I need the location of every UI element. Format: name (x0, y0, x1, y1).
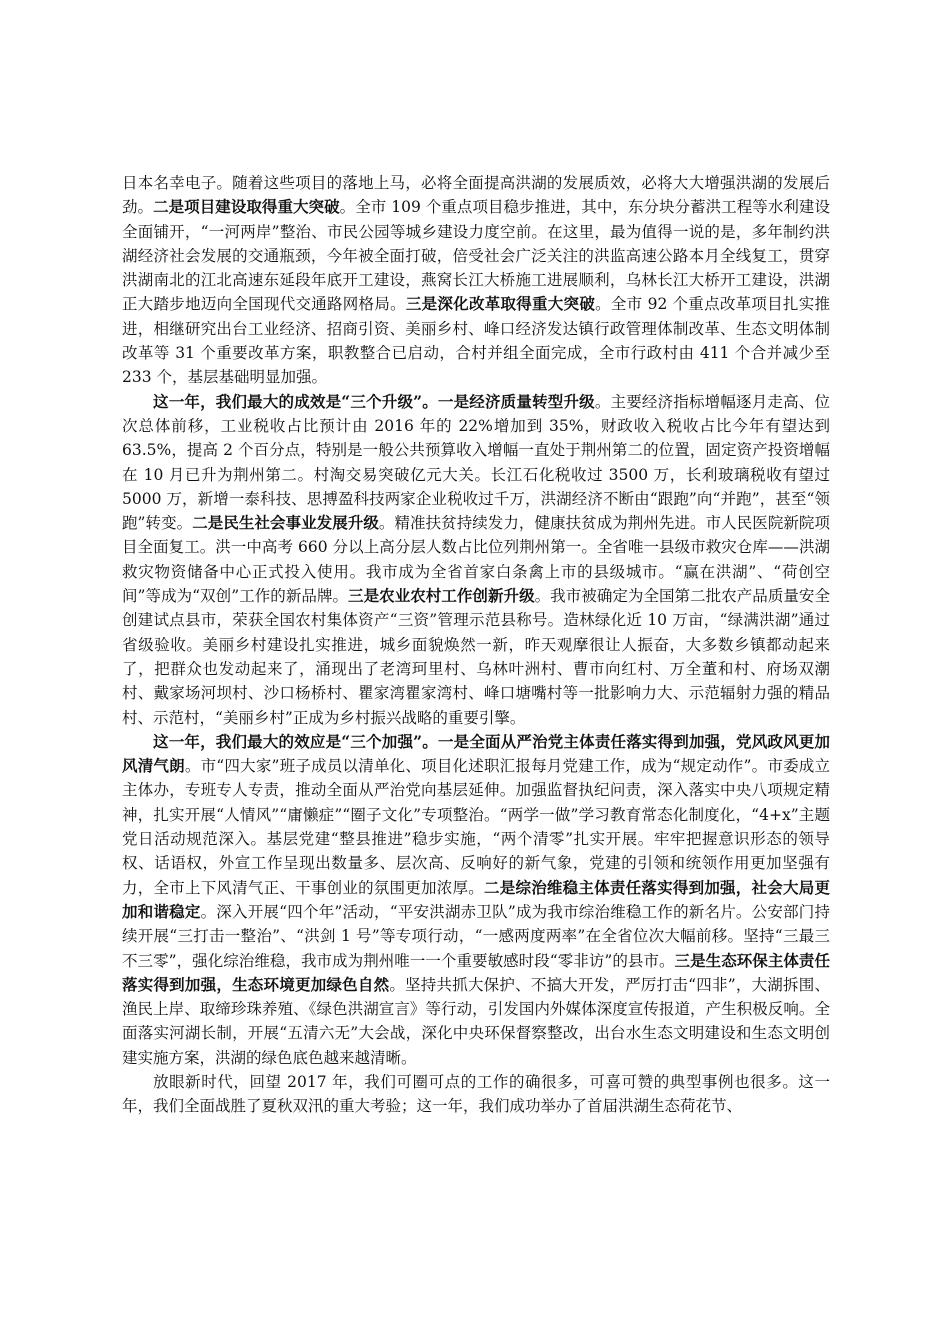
bold-heading-text: 二是民生社会事业发展升级 (192, 513, 379, 533)
body-text: 放眼新时代，回望 2017 年，我们可圈可点的工作的确很多，可喜可赞的典型事例也很多。这一年，我们全面战胜了夏秋双汛的重大考验；这一年，我们成功举办了首届洪湖生态荷花节、 (122, 1072, 830, 1116)
body-text: 。我市被确定为全国第二批农产品质量安全创建试点县市，荣获全国农村集体资产“三资”管理示范县称号。造林绿化近 10 万亩，“绿满洪湖”通过省级验收。美丽乡村建设扎实推进，城乡面貌焕然一新，昨天观摩很让人振奋，大多数乡镇都动起来了，把群众也发动起来了，涌现出了老湾珂里村、乌林叶洲村、曹市向红村、万全董和村、府场双潮村、戴家场河坝村、沙口杨桥村、瞿家湾瞿家湾村、峰口塘嘴村等一批影响力大、示范辐射力强的精品村、示范村，“美丽乡村”正成为乡村振兴战略的重要引擎。 (122, 587, 830, 727)
body-text: 。主要经济指标增幅逐月走高、位次总体前移，工业税收占比预计由 2016 年的 22%增加到 35%，财政收入税收占比今年有望达到 63.5%，提高 2 个百分点，特别是一般公共预算收入增幅一直处于荆州第二的位置，固定资产投资增幅在 10 月已升为荆州第二。村淘交易突破亿元大关。长江石化税收过 3500 万，长利玻璃税收有望过 5000 万，新增一泰科技、思搏盈科技两家企业税收过千万，洪湖经济不断由“跟跑”向“并跑”，甚至“领跑”转变。 (122, 392, 830, 533)
bold-heading-text: 三是深化改革取得重大突破 (405, 294, 596, 314)
body-text: 。全市 92 个重点改革项目扎实推进，相继研究出台工业经济、招商引资、美丽乡村、峰口经济发达镇行政管理体制改革、生态文明体制改革等 31 个重要改革方案，职教整合已启动，合村并组全面完成，全市行政村由 411 个合并减少至 233 个，基层基础明显加强。 (122, 295, 830, 387)
paragraph (122, 730, 830, 1070)
bold-heading-text: 这一年，我们最大的效应是“三个加强”。一是全面从严治党主体责任落实得到加强，党风政风更加风清气朗 (122, 731, 830, 776)
bold-heading-text: 三是农业农村工作创新升级 (348, 586, 535, 606)
body-text: 。坚持共抓大保护、不搞大开发，严厉打击“四非”，大湖拆围、渔民上岸、取缔珍珠养殖、《绿色洪湖宣言》等行动，引发国内外媒体深度宣传报道，产生积极反响。全面落实河湖长制，开展“五清六无”大会战，深化中央环保督察整改，出台水生态文明建设和生态文明创建实施方案，洪湖的绿色底色越来越清晰。 (122, 975, 830, 1067)
bold-heading-text: 二是综治维稳主体责任落实得到加强，社会大局更加和谐稳定 (122, 877, 830, 921)
bold-heading-text: 三是生态环保主体责任落实得到加强，生态环境更加绿色自然 (122, 950, 830, 994)
bold-heading-text: 二是项目建设取得重大突破 (153, 197, 340, 217)
body-text: 日本名幸电子。随着这些项目的落地上马，必将全面提高洪湖的发展质效，必将大大增强洪湖的发展后劲。 (122, 174, 830, 217)
bold-heading-text: 这一年，我们最大的成效是“三个升级”。一是经济质量转型升级 (153, 391, 595, 411)
body-text: 。深入开展“四个年”活动，“平安洪湖赤卫队”成为我市综治维稳工作的新名片。公安部门持续开展“三打击一整治”、“洪剑 1 号”等专项行动，“一感两度两率”在全省位次大幅前移。坚持“三最三不三零”，强化综治维稳，我市成为荆州唯一一个重要敏感时段“零非访”的县市。 (122, 902, 830, 970)
paragraph (122, 390, 830, 730)
body-text: 。市“四大家”班子成员以清单化、项目化述职汇报每月党建工作，成为“规定动作”。市委成立主体办，专班专人专责，推动全面从严治党向基层延伸。加强监督执纪问责，深入落实中央八项规定精神，扎实开展“人情风”“庸懒症”“圈子文化”专项整治。“两学一做”学习教育常态化制度化，“4+x”主题党日活动规范深入。基层党建“整县推进”稳步实施，“两个清零”扎实开展。牢牢把握意识形态的领导权、话语权，外宣工作呈现出数量多、层次高、反响好的新气象，党建的引领和统领作用更加坚强有力，全市上下风清气正、干事创业的氛围更加浓厚。 (122, 757, 830, 897)
paragraph (122, 171, 830, 390)
body-text: 。精准扶贫持续发力，健康扶贫成为荆州先进。市人民医院新院项目全面复工。洪一中高考 660 分以上高分层人数占比位列荆州第一。全省唯一县级市救灾仓库——洪湖救灾物资储备中心正式投入使用。我市成为全省首家白条禽上市的县级城市。“赢在洪湖”、“荷创空间”等成为“双创”工作的新品牌。 (122, 514, 830, 606)
paragraph (122, 1070, 830, 1119)
body-text: 。全市 109 个重点项目稳步推进，其中，东分块分蓄洪工程等水利建设全面铺开，“一河两岸”整治、市民公园等城乡建设力度空前。在这里，最为值得一说的是，多年制约洪湖经济社会发展的交通瓶颈，今年被全面打破，倍受社会广泛关注的洪监高速公路本月全线复工，贯穿洪湖南北的江北高速东延段年底开工建设，燕窝长江大桥施工进展顺利，乌林长江大桥开工建设，洪湖正大踏步地迈向全国现代交通路网格局。 (122, 198, 830, 314)
document-body (122, 171, 830, 1119)
